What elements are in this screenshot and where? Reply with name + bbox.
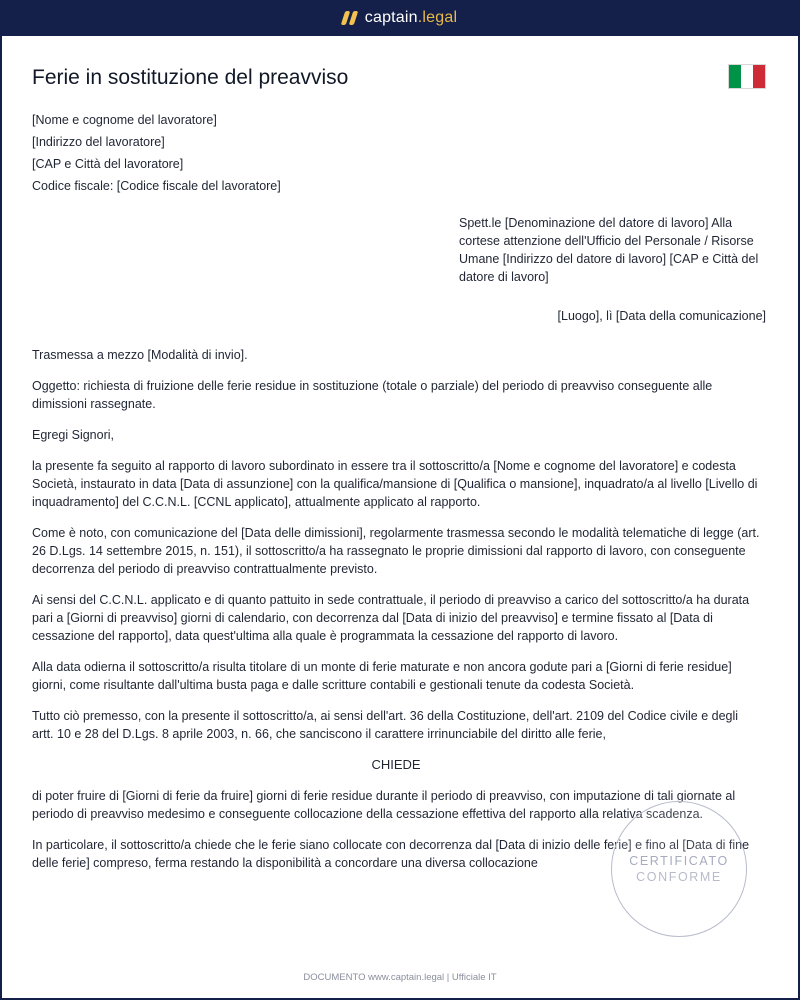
- stamp-line-1: CERTIFICATO: [629, 854, 729, 868]
- brand-name-suffix: .legal: [417, 9, 458, 26]
- sender-block: [32, 109, 281, 197]
- document-title: Ferie in sostituzione del preavviso: [32, 66, 349, 89]
- recipient-address: Spett.le [Denominazione del datore di lavoro] Alla cortese attenzione dell'Ufficio del Personale / Risorse Umane [Indirizzo del datore di lavoro] [CAP e Città del datore di lavoro]: [459, 216, 759, 284]
- sender-address: [Indirizzo del lavoratore]: [32, 135, 165, 149]
- transmission-line: Trasmessa a mezzo [Modalità di invio].: [32, 348, 248, 362]
- paragraph: Tutto ciò premesso, con la presente il sottoscritto/a, ai sensi dell'art. 36 della Costituzione, dell'art. 2109 del Codice civile e degli artt. 10 e 28 del D.Lgs. 8 aprile 2003, n. 66, che sanciscono il carattere irrinunciabile del diritto alle ferie,: [32, 709, 739, 741]
- paragraph: Alla data odierna il sottoscritto/a risulta titolare di un monte di ferie maturate e non ancora godute pari a [Giorni di ferie residue] giorni, come risultante dall'ultima busta paga e dalle scritture contabili e gestionali tenute da codesta Società.: [32, 660, 732, 692]
- document-footer: DOCUMENTO www.captain.legal | Ufficiale IT: [303, 972, 497, 983]
- letter-body: [32, 346, 760, 885]
- brand-name[interactable]: [365, 9, 457, 27]
- captain-legal-logo-icon: [340, 11, 358, 25]
- sender-city: [CAP e Città del lavoratore]: [32, 157, 184, 171]
- italian-flag-icon: [728, 64, 766, 89]
- top-bar: [0, 0, 800, 36]
- paragraph: Ai sensi del C.C.N.L. applicato e di quanto pattuito in sede contrattuale, il periodo di preavviso a carico del sottoscritto/a ha durata pari a [Giorni di preavviso] giorni di calendario, con decorrenza dal [Data di inizio del preavviso] e termine fissato al [Data di cessazione del rapporto], data quest'ultima alla quale è programmata la cessazione del rapporto di lavoro.: [32, 593, 750, 643]
- salutation: Egregi Signori,: [32, 428, 114, 442]
- brand-name-main: captain: [364, 9, 418, 26]
- place-date-line: [Luogo], lì [Data della comunicazione]: [557, 309, 766, 323]
- subject-line: Oggetto: richiesta di fruizione delle ferie residue in sostituzione (totale o parziale) del periodo di preavviso conseguente alle dimissioni rassegnate.: [32, 379, 713, 411]
- request-heading: CHIEDE: [371, 757, 421, 772]
- paragraph: Come è noto, con comunicazione del [Data delle dimissioni], regolarmente trasmessa secondo le modalità telematiche di legge (art. 26 D.Lgs. 14 settembre 2015, n. 151), il sottoscritto/a ha rassegnato le proprie dimissioni dal rapporto di lavoro, con conseguente decorrenza del periodo di preavviso contrattualmente previsto.: [32, 526, 760, 576]
- sender-name: [Nome e cognome del lavoratore]: [32, 113, 217, 127]
- sender-tax-code: Codice fiscale: [Codice fiscale del lavoratore]: [32, 179, 281, 193]
- paragraph: di poter fruire di [Giorni di ferie da fruire] giorni di ferie residue durante il periodo di preavviso, con imputazione di tali giornate al periodo di preavviso medesimo e conseguente collocazione della cessazione effettiva del rapporto alla relativa scadenza.: [32, 789, 736, 821]
- paragraph: In particolare, il sottoscritto/a chiede che le ferie siano collocate con decorrenza dal [Data di inizio delle ferie] e fino al [Data di fine delle ferie] compreso, ferma restando la disponibilità a concordare una diversa collocazione: [32, 838, 750, 870]
- recipient-block: [459, 214, 759, 286]
- paragraph: la presente fa seguito al rapporto di lavoro subordinato in essere tra il sottoscritto/a [Nome e cognome del lavoratore] e codesta Società, instaurato in data [Data di assunzione] con la qualifica/mansione di [Qualifica o mansione], inquadrato/a al livello [Livello di inquadramento] del C.C.N.L. [CCNL applicato], attualmente applicato al rapporto.: [32, 459, 758, 509]
- stamp-line-2: CONFORME: [636, 870, 722, 884]
- certified-stamp: [611, 801, 747, 937]
- document-page: [2, 36, 798, 998]
